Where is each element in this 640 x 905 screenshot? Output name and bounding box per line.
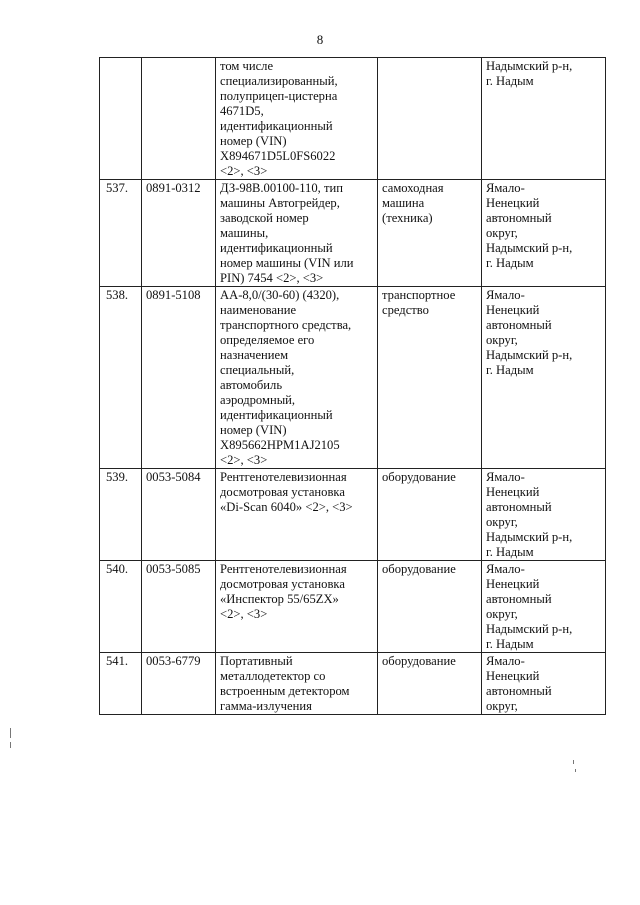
location-cell-line: Ненецкий: [486, 196, 540, 210]
object-type-cell-line: самоходная: [382, 181, 444, 195]
object-name-cell-line: «Di-Scan 6040» <2>, <3>: [220, 500, 353, 514]
object-name-cell-line: определяемое его: [220, 333, 315, 347]
object-name-cell-line: досмотровая установка: [220, 485, 345, 499]
location-cell-line: Ямало-: [486, 181, 525, 195]
table-body: [100, 58, 606, 715]
object-type-cell: [378, 561, 482, 653]
location-cell-line: Ненецкий: [486, 485, 540, 499]
location-cell-line: Надымский р-н,: [486, 59, 573, 73]
location-cell-line: автономный: [486, 684, 552, 698]
object-name-cell-line: машины Автогрейдер,: [220, 196, 340, 210]
object-type-cell: [378, 469, 482, 561]
scan-speck: [573, 760, 574, 764]
object-name-cell-line: назначением: [220, 348, 289, 362]
row-number-cell: 537.: [100, 180, 142, 287]
object-type-cell-line: оборудование: [382, 654, 456, 668]
location-cell-line: автономный: [486, 211, 552, 225]
object-name-cell-line: номер (VIN): [220, 134, 287, 148]
registry-code-cell: 0053-5084: [142, 469, 216, 561]
location-cell-line: г. Надым: [486, 545, 534, 559]
object-name-cell-line: металлодетектор со: [220, 669, 326, 683]
object-name-cell-line: встроенным детектором: [220, 684, 350, 698]
location-cell: [482, 653, 606, 715]
location-cell-line: округ,: [486, 333, 518, 347]
object-name-cell-line: X895662HPM1AJ2105: [220, 438, 340, 452]
row-number-cell: 540.: [100, 561, 142, 653]
table-row: [100, 653, 606, 715]
registry-code-cell: 0053-5085: [142, 561, 216, 653]
object-name-cell-line: досмотровая установка: [220, 577, 345, 591]
object-type-cell: [378, 58, 482, 180]
object-name-cell-line: 4671D5,: [220, 104, 264, 118]
location-cell-line: Ненецкий: [486, 303, 540, 317]
row-number-cell: 541.: [100, 653, 142, 715]
object-name-cell-line: X894671D5L0FS6022: [220, 149, 336, 163]
object-name-cell-line: гамма-излучения: [220, 699, 312, 713]
location-cell: [482, 561, 606, 653]
scan-speck: [575, 769, 576, 772]
location-cell-line: г. Надым: [486, 74, 534, 88]
object-type-cell: [378, 180, 482, 287]
registry-code-cell: 0891-0312: [142, 180, 216, 287]
location-cell-line: Ямало-: [486, 288, 525, 302]
object-name-cell-line: номер (VIN): [220, 423, 287, 437]
object-type-cell-line: оборудование: [382, 470, 456, 484]
scan-speck: [10, 742, 11, 748]
location-cell: [482, 180, 606, 287]
location-cell-line: автономный: [486, 592, 552, 606]
location-cell-line: округ,: [486, 607, 518, 621]
object-name-cell: [216, 653, 378, 715]
object-name-cell-line: специальный,: [220, 363, 295, 377]
object-name-cell-line: специализированный,: [220, 74, 338, 88]
object-type-cell: [378, 287, 482, 469]
location-cell-line: Ненецкий: [486, 669, 540, 683]
location-cell-line: Ямало-: [486, 470, 525, 484]
table-row: [100, 469, 606, 561]
table-row: [100, 287, 606, 469]
location-cell-line: Надымский р-н,: [486, 622, 573, 636]
table-row: [100, 561, 606, 653]
object-name-cell-line: Портативный: [220, 654, 293, 668]
object-name-cell: [216, 287, 378, 469]
location-cell-line: округ,: [486, 699, 518, 713]
location-cell-line: автономный: [486, 500, 552, 514]
location-cell-line: автономный: [486, 318, 552, 332]
scan-speck: [10, 728, 11, 738]
object-name-cell-line: идентификационный: [220, 408, 333, 422]
object-name-cell-line: полуприцеп-цистерна: [220, 89, 338, 103]
object-name-cell-line: <2>, <3>: [220, 453, 268, 467]
object-name-cell-line: машины,: [220, 226, 269, 240]
object-type-cell-line: транспортное: [382, 288, 456, 302]
location-cell-line: г. Надым: [486, 363, 534, 377]
object-name-cell-line: Рентгенотелевизионная: [220, 470, 347, 484]
object-name-cell-line: автомобиль: [220, 378, 283, 392]
location-cell-line: Ямало-: [486, 562, 525, 576]
registry-code-cell: 0053-6779: [142, 653, 216, 715]
object-name-cell-line: транспортного средства,: [220, 318, 352, 332]
object-name-cell: [216, 58, 378, 180]
location-cell-line: Ненецкий: [486, 577, 540, 591]
object-name-cell-line: «Инспектор 55/65ZX»: [220, 592, 339, 606]
location-cell-line: Надымский р-н,: [486, 530, 573, 544]
location-cell: [482, 287, 606, 469]
object-type-cell-line: машина: [382, 196, 425, 210]
object-name-cell: [216, 561, 378, 653]
object-name-cell-line: идентификационный: [220, 241, 333, 255]
location-cell-line: Ямало-: [486, 654, 525, 668]
object-type-cell-line: (техника): [382, 211, 433, 225]
object-name-cell-line: аэродромный,: [220, 393, 296, 407]
location-cell-line: округ,: [486, 515, 518, 529]
object-type-cell-line: оборудование: [382, 562, 456, 576]
location-cell-line: округ,: [486, 226, 518, 240]
object-name-cell-line: АА-8,0/(30-60) (4320),: [220, 288, 340, 302]
object-type-cell-line: средство: [382, 303, 429, 317]
object-name-cell-line: PIN) 7454 <2>, <3>: [220, 271, 324, 285]
object-name-cell: [216, 469, 378, 561]
row-number-cell: [100, 58, 142, 180]
table-row: [100, 180, 606, 287]
property-table: [99, 57, 606, 715]
location-cell: [482, 469, 606, 561]
object-name-cell-line: идентификационный: [220, 119, 333, 133]
table-row: [100, 58, 606, 180]
object-name-cell-line: номер машины (VIN или: [220, 256, 354, 270]
location-cell: [482, 58, 606, 180]
registry-code-cell: 0891-5108: [142, 287, 216, 469]
object-name-cell-line: Рентгенотелевизионная: [220, 562, 347, 576]
object-name-cell-line: заводской номер: [220, 211, 309, 225]
location-cell-line: г. Надым: [486, 256, 534, 270]
object-name-cell: [216, 180, 378, 287]
object-type-cell: [378, 653, 482, 715]
object-name-cell-line: том числе: [220, 59, 274, 73]
location-cell-line: г. Надым: [486, 637, 534, 651]
registry-code-cell: [142, 58, 216, 180]
page-number: 8: [316, 32, 324, 47]
object-name-cell-line: <2>, <3>: [220, 164, 268, 178]
object-name-cell-line: наименование: [220, 303, 297, 317]
row-number-cell: 538.: [100, 287, 142, 469]
object-name-cell-line: <2>, <3>: [220, 607, 268, 621]
location-cell-line: Надымский р-н,: [486, 241, 573, 255]
row-number-cell: 539.: [100, 469, 142, 561]
location-cell-line: Надымский р-н,: [486, 348, 573, 362]
object-name-cell-line: ДЗ-98В.00100-110, тип: [220, 181, 343, 195]
